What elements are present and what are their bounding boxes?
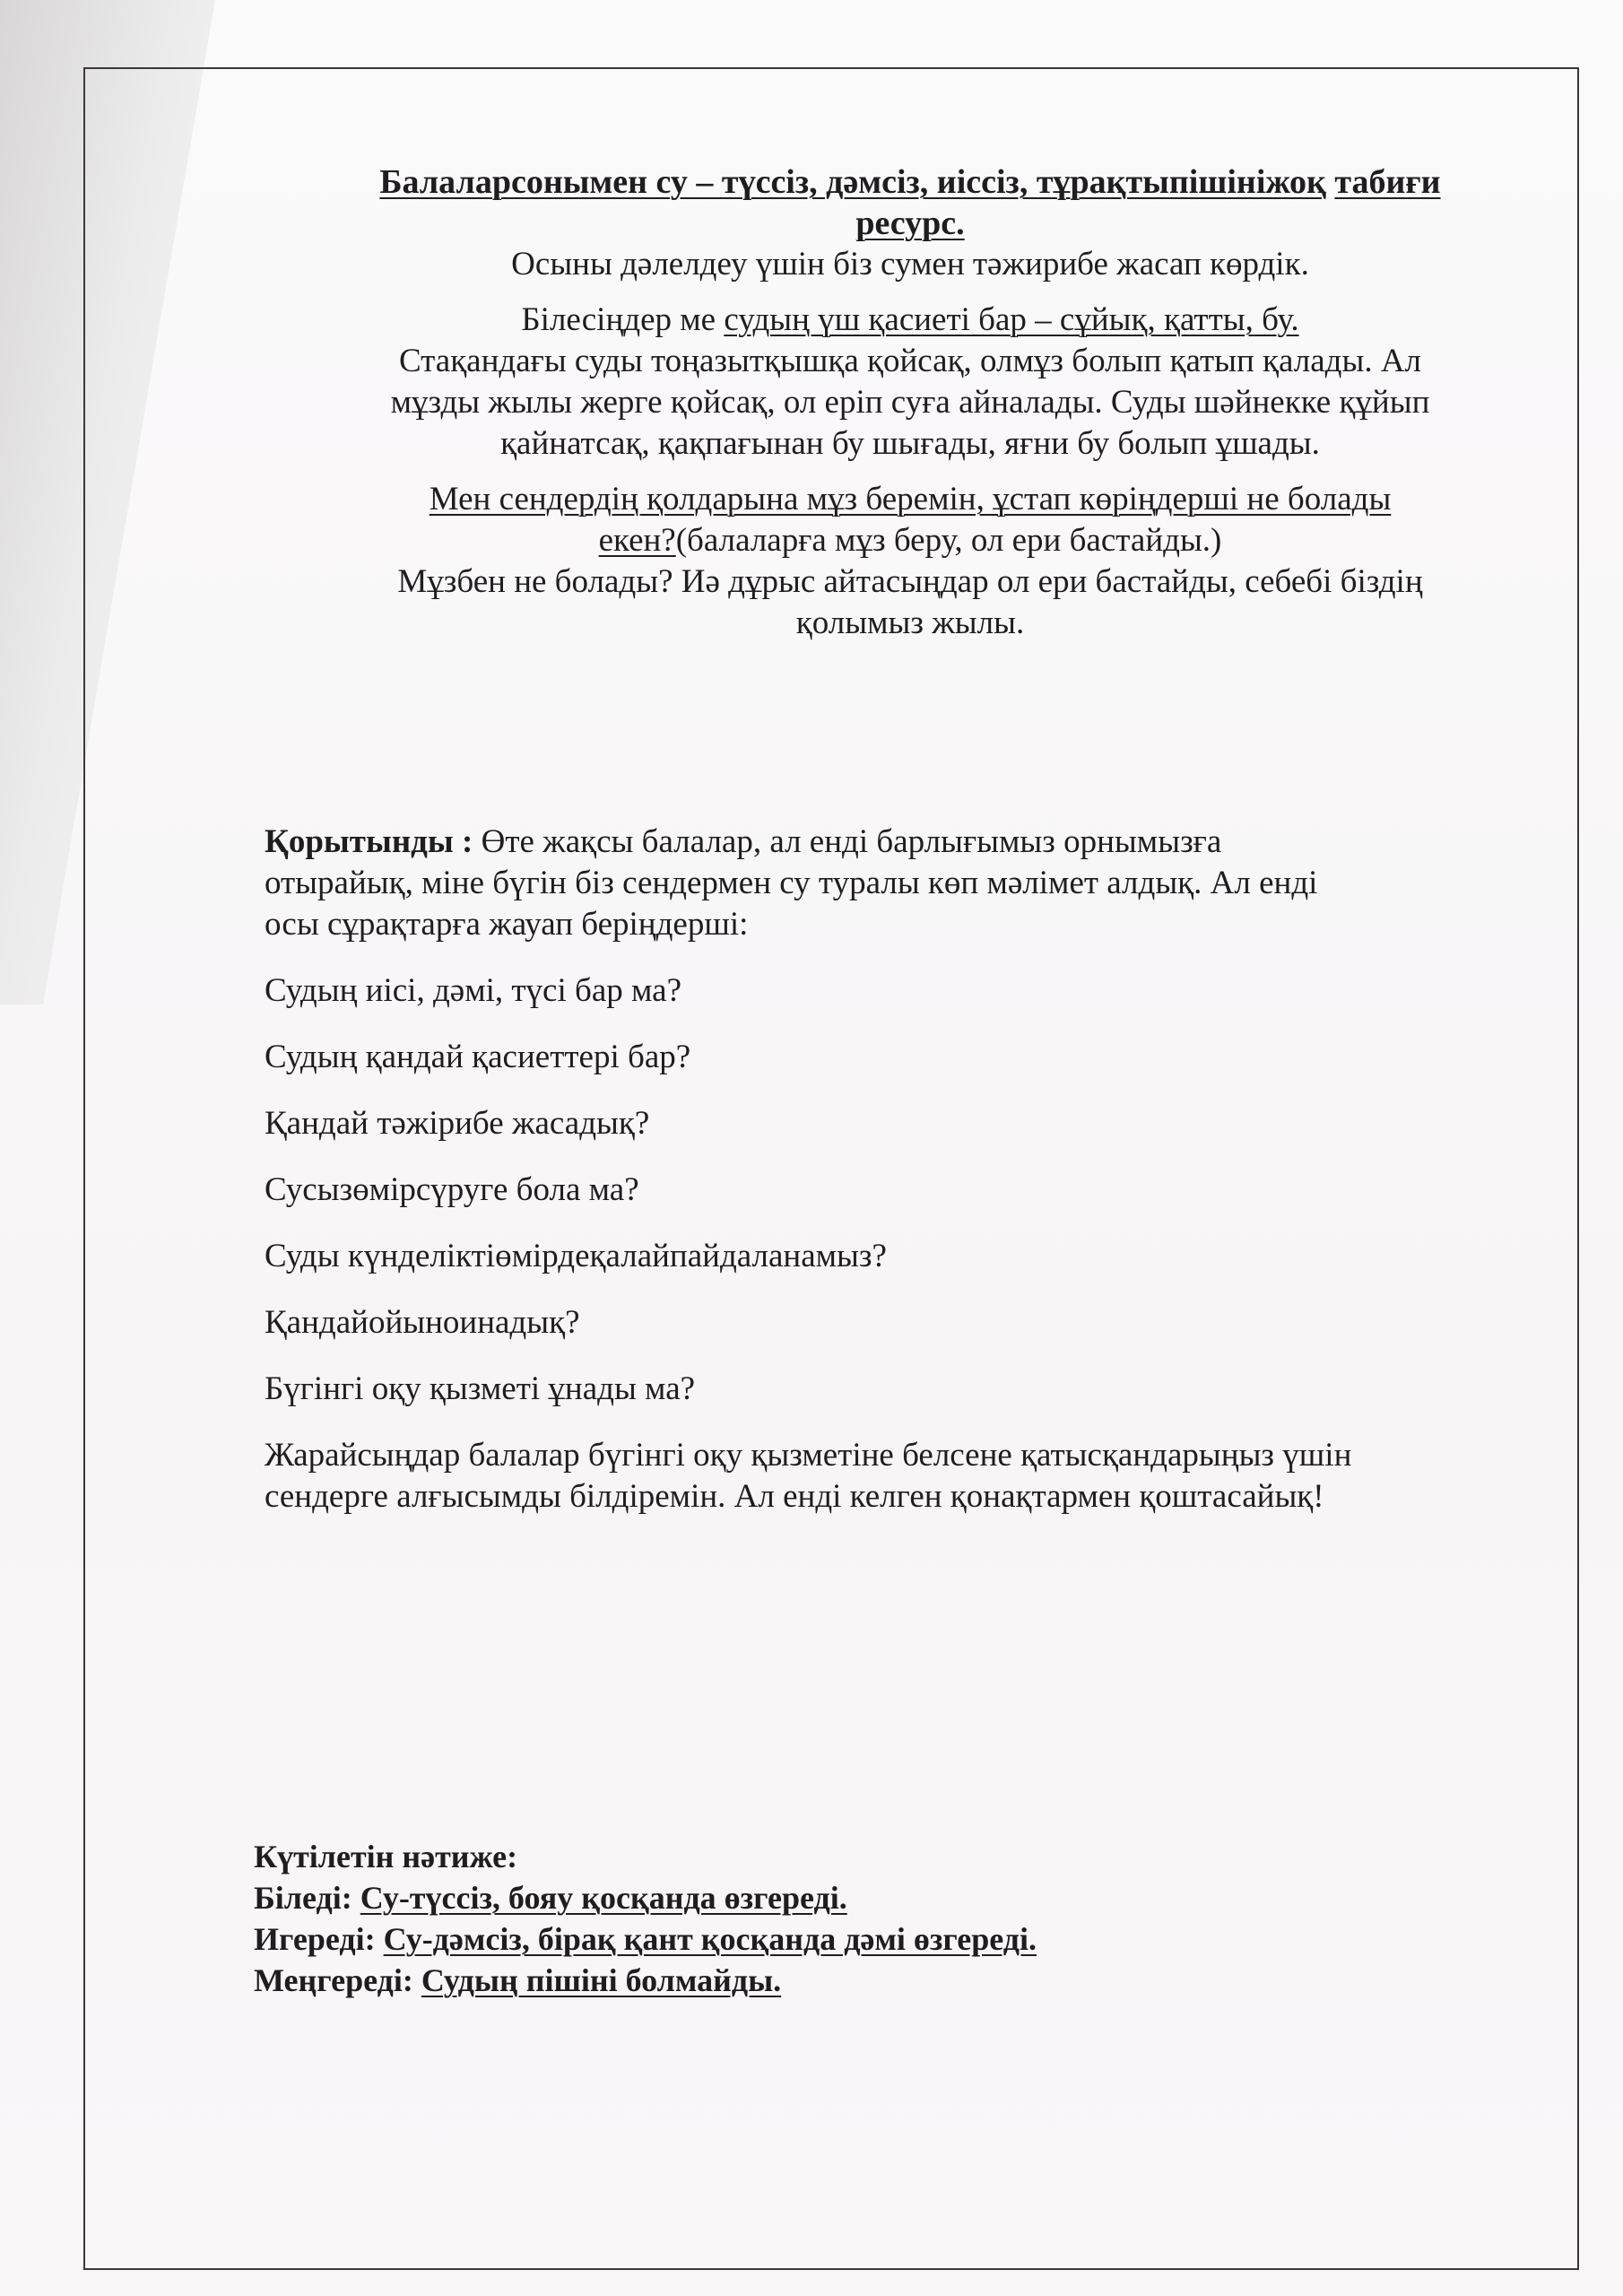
expected-results-section bbox=[254, 1836, 1330, 2001]
question-item: Қандай тәжірибе жасадық? bbox=[265, 1105, 650, 1142]
intro-line3: Стақандағы суды тоңазытқышқа қойсақ, олмұз болып қатып қалады. Ал bbox=[398, 343, 1422, 379]
intro-line2-underlined: судың үш қасиеті бар – сұйық, қатты, бу. bbox=[724, 301, 1299, 338]
question-item: Қандайойыноинадық? bbox=[265, 1304, 580, 1341]
intro-line9: қолымыз жылы. bbox=[795, 604, 1025, 641]
result-item bbox=[254, 1960, 1330, 2001]
conclusion-section bbox=[265, 822, 1538, 1518]
closing-line1: Жарайсыңдар балалар бүгінгі оқу қызметіне белсене қатысқандарыңыз үшін bbox=[265, 1437, 1352, 1474]
intro-line5: қайнатсақ, қақпағынан бу шығады, яғни бу болып ұшады. bbox=[500, 425, 1320, 462]
closing-paragraph bbox=[265, 1435, 1538, 1518]
result-label: Игереді: bbox=[254, 1921, 376, 1957]
question-item: Судың қандай қасиеттері бар? bbox=[265, 1039, 691, 1075]
intro-line4: мұзды жылы жерге қойсақ, ол еріп суға айналады. Суды шәйнекке құйып bbox=[390, 384, 1430, 421]
intro-title-part2: табиғи bbox=[1334, 163, 1441, 201]
result-value: Су-түссіз, бояу қосқанда өзгереді. bbox=[360, 1880, 847, 1916]
question-list bbox=[265, 970, 1538, 1410]
conclusion-label: Қорытынды : bbox=[265, 823, 473, 860]
result-item bbox=[254, 1918, 1330, 1960]
conclusion-text-line2: отырайық, міне бүгін біз сендермен су туралы көп мәлімет алдық. Ал енді bbox=[265, 865, 1318, 901]
intro-line8: Мұзбен не болады? Иә дұрыс айтасыңдар ол ери бастайды, себебі біздің bbox=[397, 563, 1423, 600]
conclusion-intro bbox=[265, 822, 1538, 945]
result-label: Меңгереді: bbox=[254, 1962, 413, 1998]
intro-title-line2: ресурс. bbox=[855, 204, 965, 242]
intro-line2 bbox=[296, 300, 1524, 341]
intro-line6 bbox=[296, 479, 1524, 520]
intro-line2-prefix: Білесіңдер ме bbox=[521, 301, 725, 338]
question-item: Сусызөмірсүруге бола ма? bbox=[265, 1171, 639, 1208]
intro-title-part1: Балаларсонымен су – түссіз, дәмсіз, иіссіз, тұрақтыпішініжоқ bbox=[379, 163, 1326, 201]
result-label: Біледі: bbox=[254, 1880, 352, 1916]
result-item bbox=[254, 1877, 1330, 1918]
results-heading: Күтілетін нәтиже: bbox=[254, 1839, 518, 1874]
conclusion-text-line1: Өте жақсы балалар, ал енді барлығымыз орнымызға bbox=[473, 823, 1222, 860]
intro-line7-rest: (балаларға мұз беру, ол ери бастайды.) bbox=[675, 522, 1222, 559]
question-item: Бүгінгі оқу қызметі ұнады ма? bbox=[265, 1370, 696, 1407]
intro-line1: Осыны дәлелдеу үшін біз сумен тәжирибе жасап көрдік. bbox=[511, 246, 1309, 283]
closing-line2: сендерге алғысымды білдіремін. Ал енді келген қонақтармен қоштасайық! bbox=[265, 1478, 1324, 1515]
intro-title bbox=[296, 161, 1524, 244]
result-value: Су-дәмсіз, бірақ қант қосқанда дәмі өзгереді. bbox=[383, 1921, 1037, 1957]
result-value: Судың пішіні болмайды. bbox=[421, 1962, 782, 1998]
intro-line6-underlined: Мен сендердің қолдарына мұз беремін, ұстап көріңдерші не болады bbox=[429, 481, 1392, 517]
conclusion-text-line3: осы сұрақтарға жауап беріңдерші: bbox=[265, 906, 749, 943]
question-item: Суды күнделіктіөмірдеқалайпайдаланамыз? bbox=[265, 1238, 887, 1274]
intro-line7-underlined: екен? bbox=[598, 522, 676, 559]
intro-line7 bbox=[296, 520, 1524, 561]
intro-section bbox=[296, 161, 1524, 644]
question-item: Судың иісі, дәмі, түсі бар ма? bbox=[265, 972, 682, 1009]
